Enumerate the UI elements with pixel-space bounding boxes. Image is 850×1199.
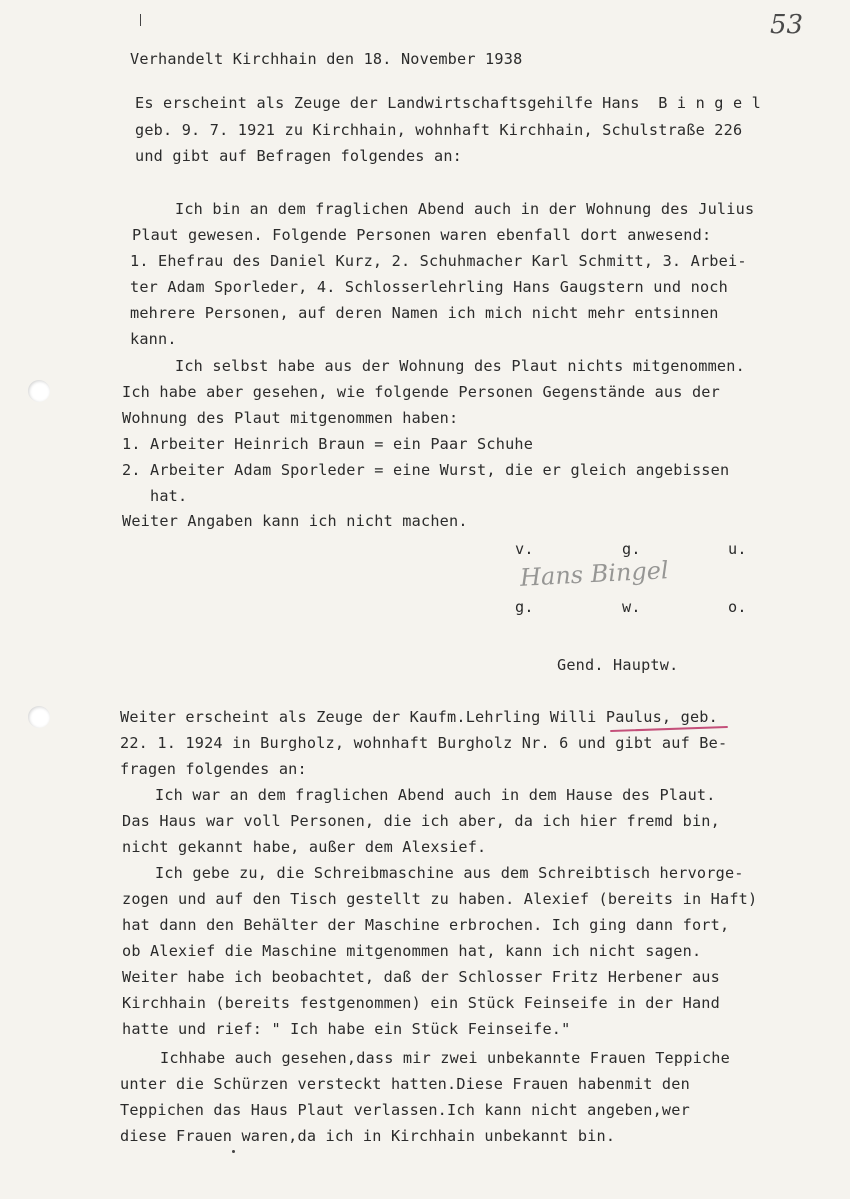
witness2-statement-line: hat dann den Behälter der Maschine erbrochen. Ich ging dann fort, xyxy=(122,916,730,934)
witness1-intro-line: geb. 9. 7. 1921 zu Kirchhain, wohnhaft Kirchhain, Schulstraße 226 xyxy=(135,121,743,139)
witness1-intro-line: und gibt auf Befragen folgendes an: xyxy=(135,147,463,165)
witness1-intro-line: Es erscheint als Zeuge der Landwirtschaftsgehilfe Hans B i n g e l xyxy=(135,94,762,112)
witness2-statement-line: Ich war an dem fraglichen Abend auch in dem Hause des Plaut. xyxy=(155,786,716,804)
witness1-statement-line: ter Adam Sporleder, 4. Schlosserlehrling Hans Gaugstern und noch xyxy=(130,278,728,296)
witness2-intro-line: 22. 1. 1924 in Burgholz, wohnhaft Burgholz Nr. 6 und gibt auf Be- xyxy=(120,734,728,752)
witness1-statement-line: Ich selbst habe aus der Wohnung des Plaut nichts mitgenommen. xyxy=(175,357,745,375)
witness2-statement-line: nicht gekannt habe, außer dem Alexsief. xyxy=(122,838,487,856)
witness1-statement-line: kann. xyxy=(130,330,177,348)
officer-title: Gend. Hauptw. xyxy=(557,656,679,674)
gwo-abbrev: g. xyxy=(515,598,534,616)
witness1-statement-line: hat. xyxy=(150,487,188,505)
witness2-statement-line: Das Haus war voll Personen, die ich aber, da ich hier fremd bin, xyxy=(122,812,720,830)
witness1-statement-line: mehrere Personen, auf deren Namen ich mich nicht mehr entsinnen xyxy=(130,304,719,322)
witness1-statement-line: Wohnung des Plaut mitgenommen haben: xyxy=(122,409,459,427)
witness2-statement-line: diese Frauen waren,da ich in Kirchhain unbekannt bin. xyxy=(120,1127,616,1145)
document-heading: Verhandelt Kirchhain den 18. November 1938 xyxy=(130,50,523,68)
witness2-statement-line: hatte und rief: " Ich habe ein Stück Feinseife." xyxy=(122,1020,571,1038)
witness1-list-item: 1. Arbeiter Heinrich Braun = ein Paar Schuhe xyxy=(122,435,534,453)
witness2-statement-line: Teppichen das Haus Plaut verlassen.Ich kann nicht angeben,wer xyxy=(120,1101,690,1119)
witness2-statement-line: ob Alexief die Maschine mitgenommen hat, kann ich nicht sagen. xyxy=(122,942,702,960)
page-number: 53 xyxy=(770,10,804,40)
witness1-statement-line: Ich bin an dem fraglichen Abend auch in der Wohnung des Julius xyxy=(175,200,755,218)
gwo-abbrev: w. xyxy=(622,598,641,616)
margin-tick xyxy=(140,14,141,26)
witness2-statement-line: Kirchhain (bereits festgenommen) ein Stück Feinseife in der Hand xyxy=(122,994,720,1012)
witness2-intro-line: fragen folgendes an: xyxy=(120,760,307,778)
witness2-statement-line: zogen und auf den Tisch gestellt zu haben. Alexief (bereits in Haft) xyxy=(122,890,758,908)
punch-hole-bottom xyxy=(28,706,50,728)
punch-hole-top xyxy=(28,380,50,402)
witness2-statement-line: Ichhabe auch gesehen,dass mir zwei unbekannte Frauen Teppiche xyxy=(160,1049,730,1067)
witness2-statement-line: Ich gebe zu, die Schreibmaschine aus dem Schreibtisch hervorge- xyxy=(155,864,744,882)
witness2-statement-line: Weiter habe ich beobachtet, daß der Schlosser Fritz Herbener aus xyxy=(122,968,720,986)
witness2-intro-line: Weiter erscheint als Zeuge der Kaufm.Lehrling Willi Paulus, geb. xyxy=(120,708,718,726)
witness1-statement-line: 1. Ehefrau des Daniel Kurz, 2. Schuhmacher Karl Schmitt, 3. Arbei- xyxy=(130,252,747,270)
witness1-statement-line: Weiter Angaben kann ich nicht machen. xyxy=(122,512,468,530)
vgu-abbrev: g. xyxy=(622,540,641,558)
name-underline xyxy=(610,726,728,732)
witness1-statement-line: Ich habe aber gesehen, wie folgende Personen Gegenstände aus der xyxy=(122,383,720,401)
witness-signature: Hans Bingel xyxy=(519,556,670,592)
vgu-abbrev: u. xyxy=(728,540,747,558)
vgu-abbrev: v. xyxy=(515,540,534,558)
witness1-statement-line: Plaut gewesen. Folgende Personen waren ebenfall dort anwesend: xyxy=(132,226,712,244)
gwo-abbrev: o. xyxy=(728,598,747,616)
witness2-statement-line: unter die Schürzen versteckt hatten.Diese Frauen habenmit den xyxy=(120,1075,690,1093)
ink-dot xyxy=(232,1150,235,1153)
witness1-list-item: 2. Arbeiter Adam Sporleder = eine Wurst, die er gleich angebissen xyxy=(122,461,730,479)
